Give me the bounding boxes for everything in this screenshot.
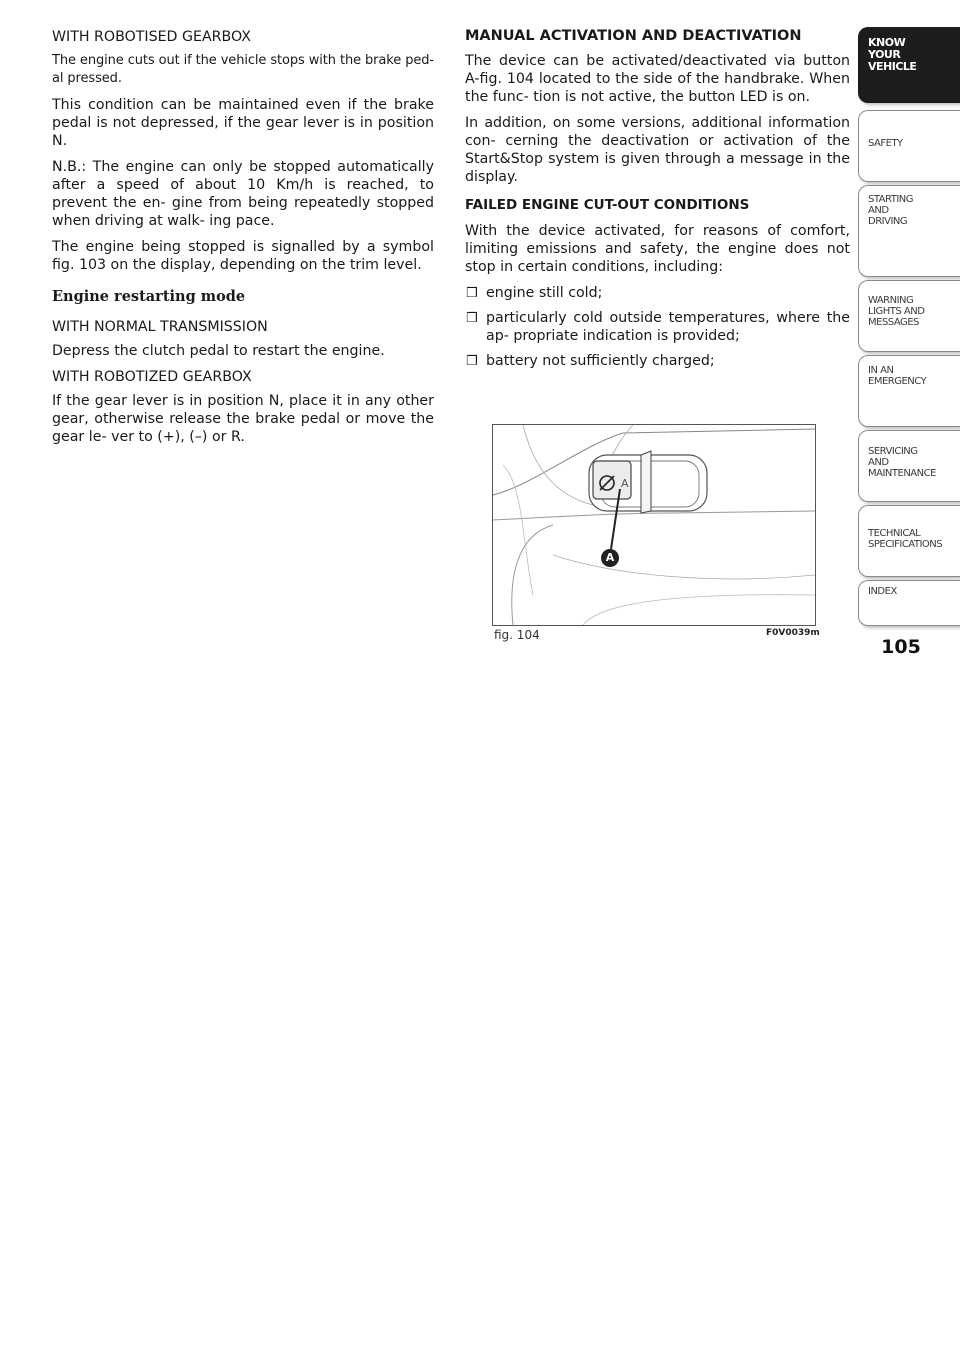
robotised-paragraph-1: The engine cuts out if the vehicle stops with the brake ped- al pressed. [52,53,434,86]
failed-cutout-paragraph: With the device activated, for reasons of comfort, limiting emissions and safety, the engine does not stop in certain conditions, including: [465,223,850,275]
normal-transmission-paragraph: Depress the clutch pedal to restart the engine. [52,343,385,359]
manual-activation-paragraph-2: In addition, on some versions, additional information con- cerning the deactivation or activation of the Start&Stop system is given through a message in the display. [465,115,850,185]
tab-warning-lights[interactable]: WARNING LIGHTS AND MESSAGES [858,280,960,352]
tab-safety[interactable]: SAFETY [858,110,960,182]
page-number: 105 [881,636,921,658]
robotized-gearbox-heading: WITH ROBOTIZED GEARBOX [52,369,252,385]
nb-paragraph: N.B.: The engine can only be stopped automatically after a speed of about 10 Km/h is reached, to prevent the en- gine from being repeatedly stopped when driving at walk- ing pace. [52,159,434,229]
right-column [465,28,850,377]
checkbox-bullet-icon: ❒ [466,311,478,326]
list-item: ❒ engine still cold; [466,285,603,301]
callout-letter-a: A [605,551,615,564]
normal-transmission-heading: WITH NORMAL TRANSMISSION [52,319,268,335]
checkbox-bullet-icon: ❒ [466,354,478,369]
checkbox-bullet-icon: ❒ [466,286,478,301]
list-item: ❒ battery not sufficiently charged; [466,353,715,369]
tab-servicing[interactable]: SERVICING AND MAINTENANCE [858,430,960,502]
tab-emergency[interactable]: IN AN EMERGENCY [858,355,960,427]
left-column [52,28,434,454]
restart-heading: Engine restarting mode [52,288,246,305]
robotised-paragraph-2: This condition can be maintained even if the brake pedal is not depressed, if the gear lever is in position N. [52,97,434,149]
tab-starting-and-driving[interactable]: STARTING AND DRIVING [858,185,960,277]
svg-text:A: A [621,477,629,490]
manual-activation-paragraph-1: The device can be activated/deactivated via button A-fig. 104 located to the side of the handbrake. When the func- tion is not active, the button LED is on. [465,53,850,105]
robotised-heading: WITH ROBOTISED GEARBOX [52,29,251,45]
robotized-gearbox-paragraph: If the gear lever is in position N, place it in any other gear, otherwise release the brake pedal or move the gear le- ver to (+), (–) or R. [52,393,434,445]
figure-caption: fig. 104 [494,628,540,642]
tab-technical-specifications[interactable]: TECHNICAL SPECIFICATIONS [858,505,960,577]
conditions-list [465,284,850,370]
figure-code: F0V0039m [766,628,820,638]
manual-activation-heading: MANUAL ACTIVATION AND DEACTIVATION [465,28,802,44]
figure-104-illustration [492,424,816,626]
tab-index[interactable]: INDEX [858,580,960,626]
failed-cutout-heading: FAILED ENGINE CUT-OUT CONDITIONS [465,197,750,213]
handbrake-button-drawing [493,425,815,625]
list-item: ❒ particularly cold outside temperatures, where the ap- propriate indication is provided; [466,310,850,344]
symbol-paragraph: The engine being stopped is signalled by a symbol fig. 103 on the display, depending on the trim level. [52,239,434,273]
tab-know-your-vehicle[interactable]: KNOW YOUR VEHICLE [858,27,960,103]
